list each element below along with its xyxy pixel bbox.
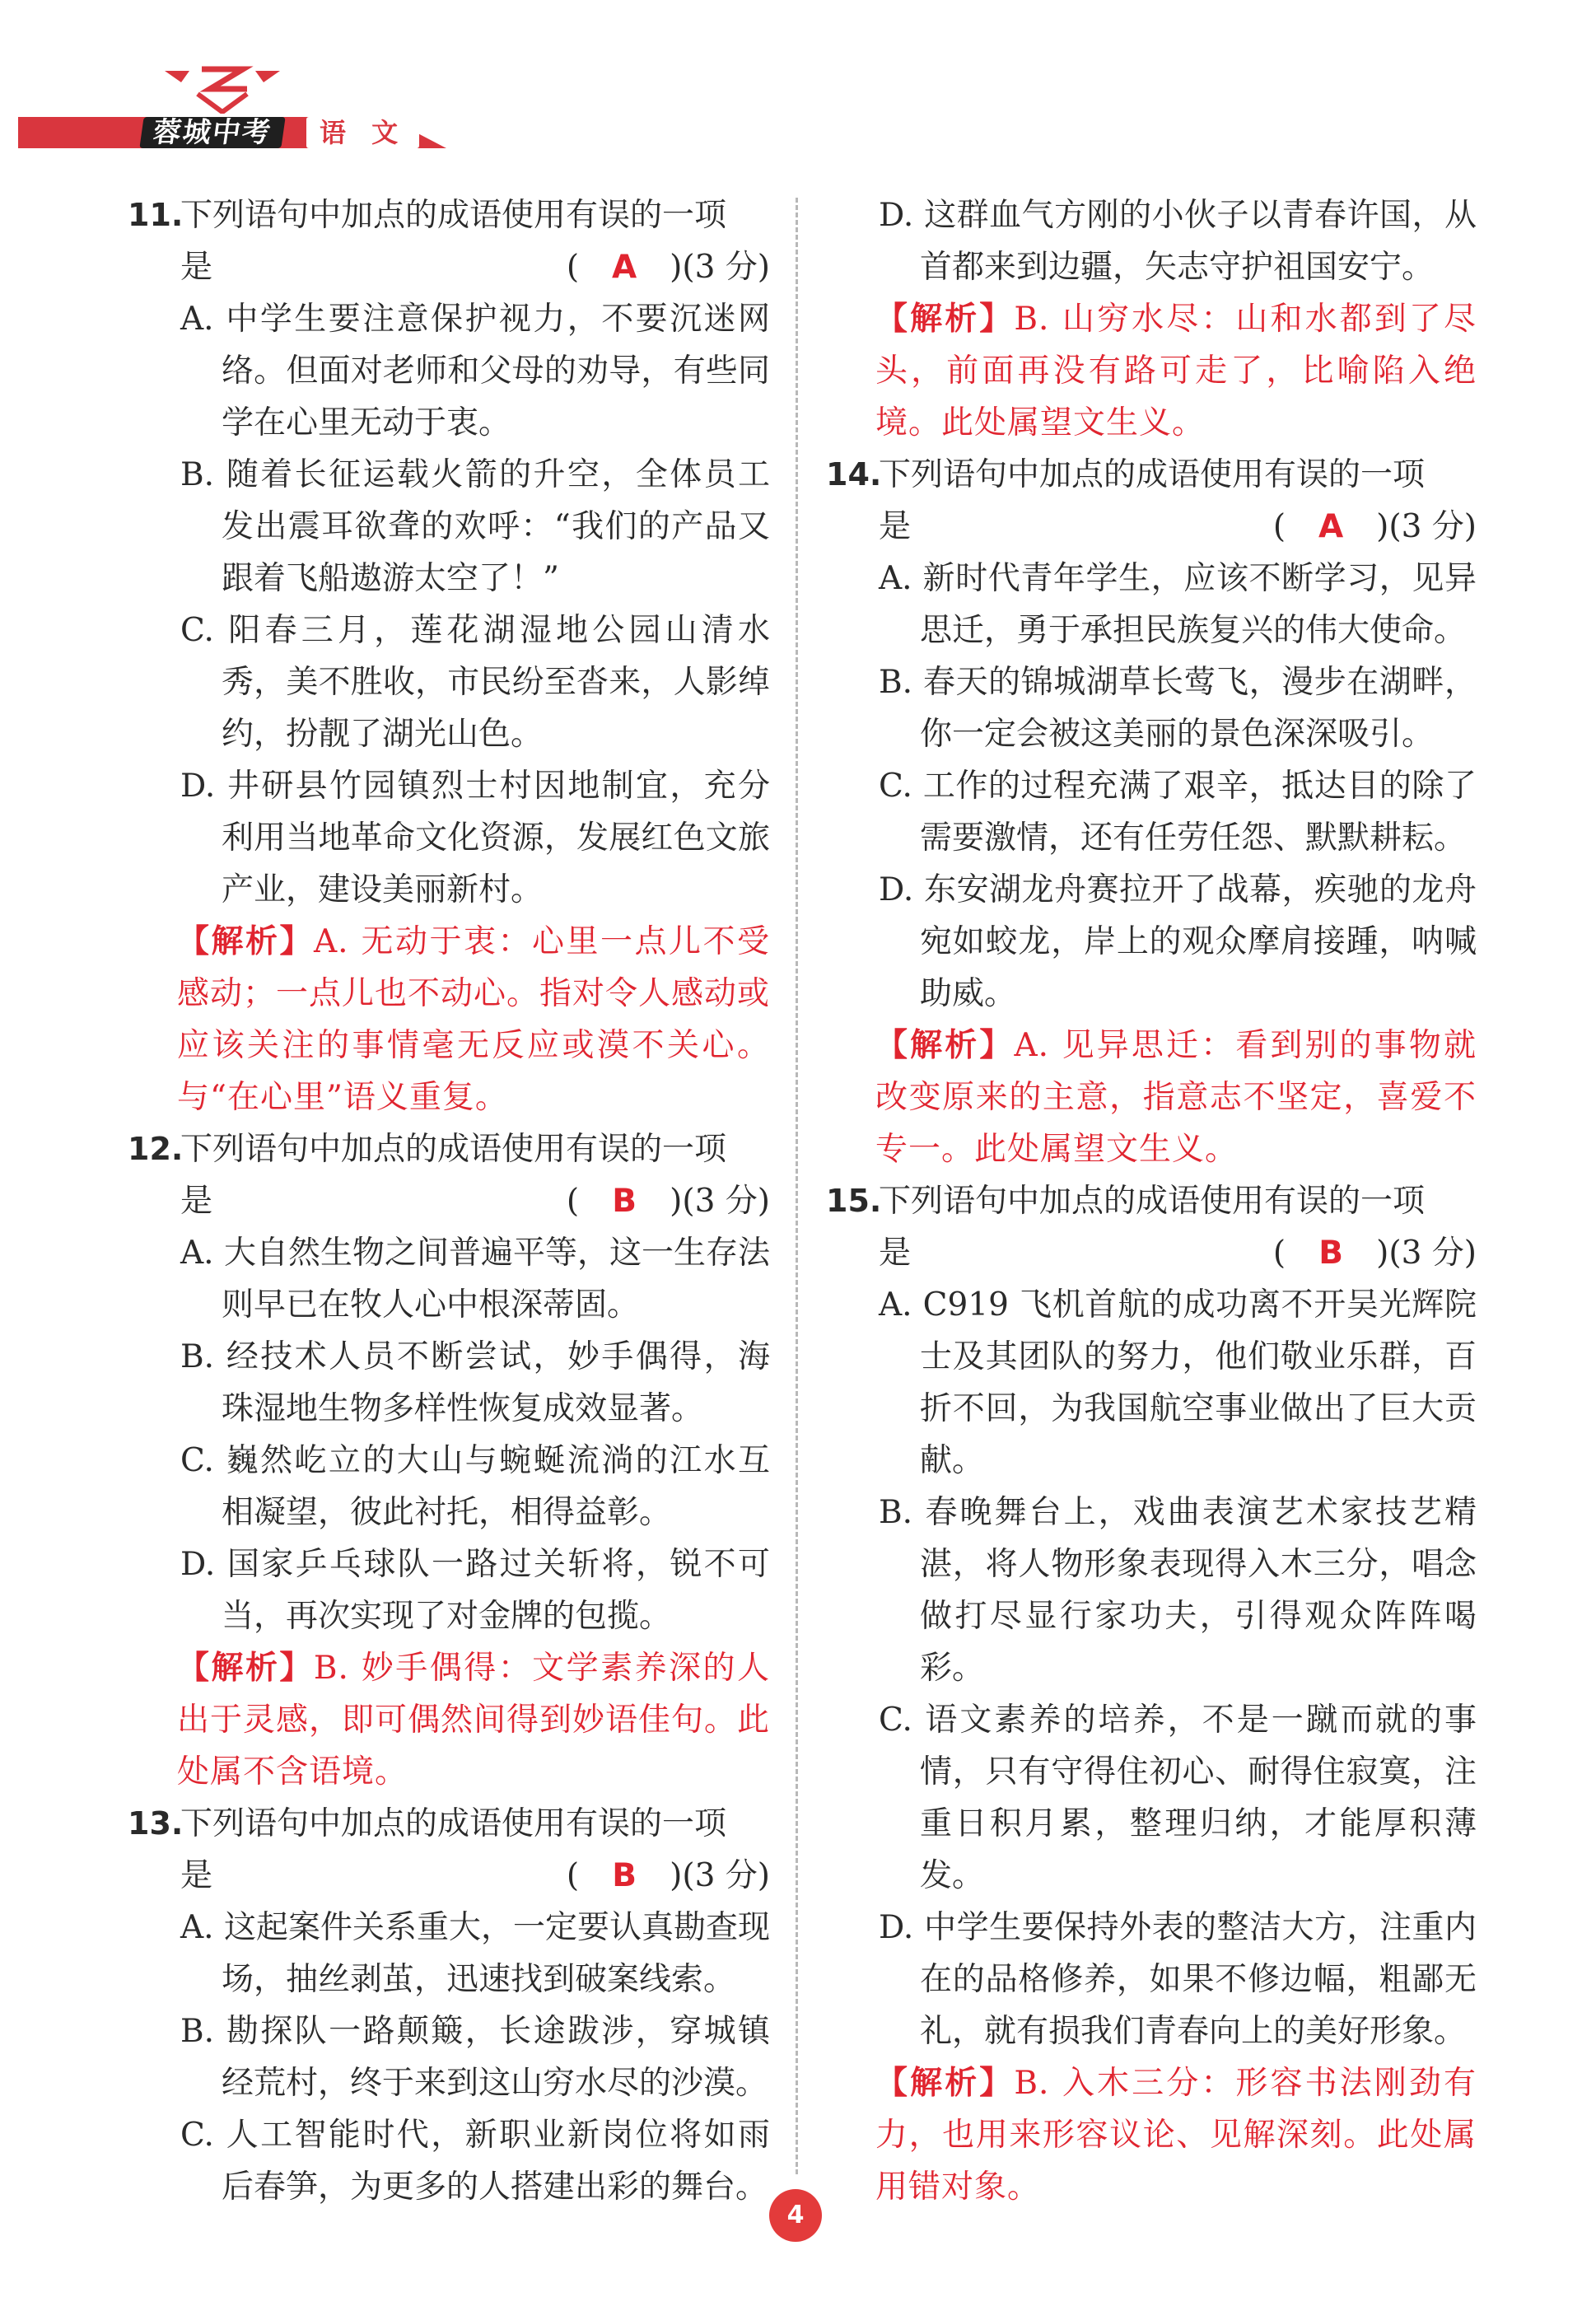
left-column <box>128 189 770 2213</box>
question-number: 11. <box>128 197 184 233</box>
explanation: 【解析】B. 妙手偶得：文学素养深的人出于灵感，即可偶然间得到妙语佳句。此处属不含语境。 <box>177 1649 771 1790</box>
question-11: 11. 下列语句中加点的成语使用有误的一项 是 ( A )(3 分) <box>128 189 770 293</box>
question-number: 12. <box>128 1131 184 1167</box>
option-b: B. 春晚舞台上，戏曲表演艺术家技艺精湛，将人物形象表现得入木三分，唱念做打尽显行家功夫，引得观众阵阵喝彩。 <box>879 1494 1477 1687</box>
option-c: C. 工作的过程充满了艰辛，抵达目的除了需要激情，还有任劳任怨、默默耕耘。 <box>879 768 1477 857</box>
question-stem-end: 是 <box>180 249 213 286</box>
option-a: A. 新时代青年学生，应该不断学习，见异思迁，勇于承担民族复兴的伟大使命。 <box>879 560 1477 649</box>
option-c: C. 巍然屹立的大山与蜿蜒流淌的江水互相凝望，彼此衬托，相得益彰。 <box>180 1442 770 1531</box>
option-a: A. 中学生要注意保护视力，不要沉迷网络。但面对老师和父母的劝导，有些同学在心里无动于衷。 <box>180 301 770 441</box>
column-divider <box>796 198 798 2174</box>
option-d: D. 东安湖龙舟赛拉开了战幕，疾驰的龙舟宛如蛟龙，岸上的观众摩肩接踵，呐喊助威。 <box>879 871 1477 1012</box>
question-stem-end: 是 <box>180 1857 213 1894</box>
explanation: 【解析】A. 见异思迁：看到别的事物就改变原来的主意，指意志不坚定，喜爱不专一。此处属望文生义。 <box>875 1026 1477 1168</box>
question-stem: 下列语句中加点的成语使用有误的一项 <box>180 197 727 234</box>
answer: A <box>612 249 637 286</box>
score: )(3 分) <box>670 249 770 286</box>
score: )(3 分) <box>670 1183 770 1220</box>
explanation: 【解析】A. 无动于衷：心里一点儿不受感动；一点儿也不动心。指对令人感动或应该关注的事情毫无反应或漠不关心。与“在心里”语义重复。 <box>177 922 771 1116</box>
question-number: 15. <box>826 1183 882 1219</box>
answer: B <box>612 1183 637 1220</box>
question-15: 15. 下列语句中加点的成语使用有误的一项 是 ( B )(3 分) <box>826 1175 1477 1279</box>
option-c: C. 语文素养的培养，不是一蹴而就的事情，只有守得住初心、耐得住寂寞，注重日积月累，整理归纳，才能厚积薄发。 <box>879 1702 1477 1894</box>
score: )(3 分) <box>1376 1235 1477 1272</box>
question-stem: 下列语句中加点的成语使用有误的一项 <box>879 1183 1426 1220</box>
page-number: 4 <box>769 2189 822 2242</box>
question-14: 14. 下列语句中加点的成语使用有误的一项 是 ( A )(3 分) <box>826 449 1477 553</box>
score: )(3 分) <box>670 1857 770 1894</box>
question-stem: 下列语句中加点的成语使用有误的一项 <box>879 456 1426 493</box>
option-a: A. 大自然生物之间普遍平等，这一生存法则早已在牧人心中根深蒂固。 <box>180 1235 770 1324</box>
option-c: C. 阳春三月，莲花湖湿地公园山清水秀，美不胜收，市民纷至沓来，人影绰约，扮靓了湖光山色。 <box>180 612 770 753</box>
option-b: B. 随着长征运载火箭的升空，全体员工发出震耳欲聋的欢呼：“我们的产品又跟着飞船遨游太空了！” <box>180 456 770 597</box>
answer: A <box>1318 508 1344 545</box>
brand-mark-icon <box>156 64 288 114</box>
question-stem-end: 是 <box>879 1235 912 1272</box>
option-d: D. 这群血气方刚的小伙子以青春许国，从首都来到边疆，矢志守护祖国安宁。 <box>879 197 1477 286</box>
question-12: 12. 下列语句中加点的成语使用有误的一项 是 ( B )(3 分) <box>128 1123 770 1227</box>
question-stem-end: 是 <box>180 1183 213 1220</box>
option-d: D. 井研县竹园镇烈士村因地制宜，充分利用当地革命文化资源，发展红色文旅产业，建设美丽新村。 <box>180 768 770 908</box>
option-b: B. 春天的锦城湖草长莺飞，漫步在湖畔，你一定会被这美丽的景色深深吸引。 <box>879 664 1477 753</box>
option-c: C. 人工智能时代，新职业新岗位将如雨后春笋，为更多的人搭建出彩的舞台。 <box>180 2117 770 2206</box>
answer: B <box>1318 1235 1343 1272</box>
brand-logo: 蓉城中考 <box>139 117 285 148</box>
score: )(3 分) <box>1376 508 1477 545</box>
explanation: 【解析】B. 入木三分：形容书法刚劲有力，也用来形容议论、见解深刻。此处属用错对象。 <box>875 2064 1477 2206</box>
subject-label: 语 文 <box>306 117 419 148</box>
question-13: 13. 下列语句中加点的成语使用有误的一项 是 ( B )(3 分) <box>128 1798 770 1902</box>
question-number: 13. <box>128 1805 184 1842</box>
explanation: 【解析】B. 山穷水尽：山和水都到了尽头，前面再没有路可走了，比喻陷入绝境。此处属望文生义。 <box>875 300 1477 441</box>
right-column <box>826 189 1477 2213</box>
question-stem-end: 是 <box>879 508 912 545</box>
page-header <box>18 58 446 156</box>
question-stem: 下列语句中加点的成语使用有误的一项 <box>180 1805 727 1842</box>
option-b: B. 经技术人员不断尝试，妙手偶得，海珠湿地生物多样性恢复成效显著。 <box>180 1338 770 1427</box>
option-d: D. 国家乒乓球队一路过关斩将，锐不可当，再次实现了对金牌的包揽。 <box>180 1546 770 1635</box>
option-d: D. 中学生要保持外表的整洁大方，注重内在的品格修养，如果不修边幅，粗鄙无礼，就有损我们青春向上的美好形象。 <box>879 1909 1477 2050</box>
question-stem: 下列语句中加点的成语使用有误的一项 <box>180 1131 727 1168</box>
option-a: A. 这起案件关系重大，一定要认真勘查现场，抽丝剥茧，迅速找到破案线索。 <box>180 1909 770 1998</box>
option-a: A. C919 飞机首航的成功离不开吴光辉院士及其团队的努力，他们敬业乐群，百折不回，为我国航空事业做出了巨大贡献。 <box>879 1286 1477 1479</box>
option-b: B. 勘探队一路颠簸，长途跋涉，穿城镇经荒村，终于来到这山穷水尽的沙漠。 <box>180 2013 770 2102</box>
question-number: 14. <box>826 456 882 493</box>
answer: B <box>612 1857 637 1894</box>
